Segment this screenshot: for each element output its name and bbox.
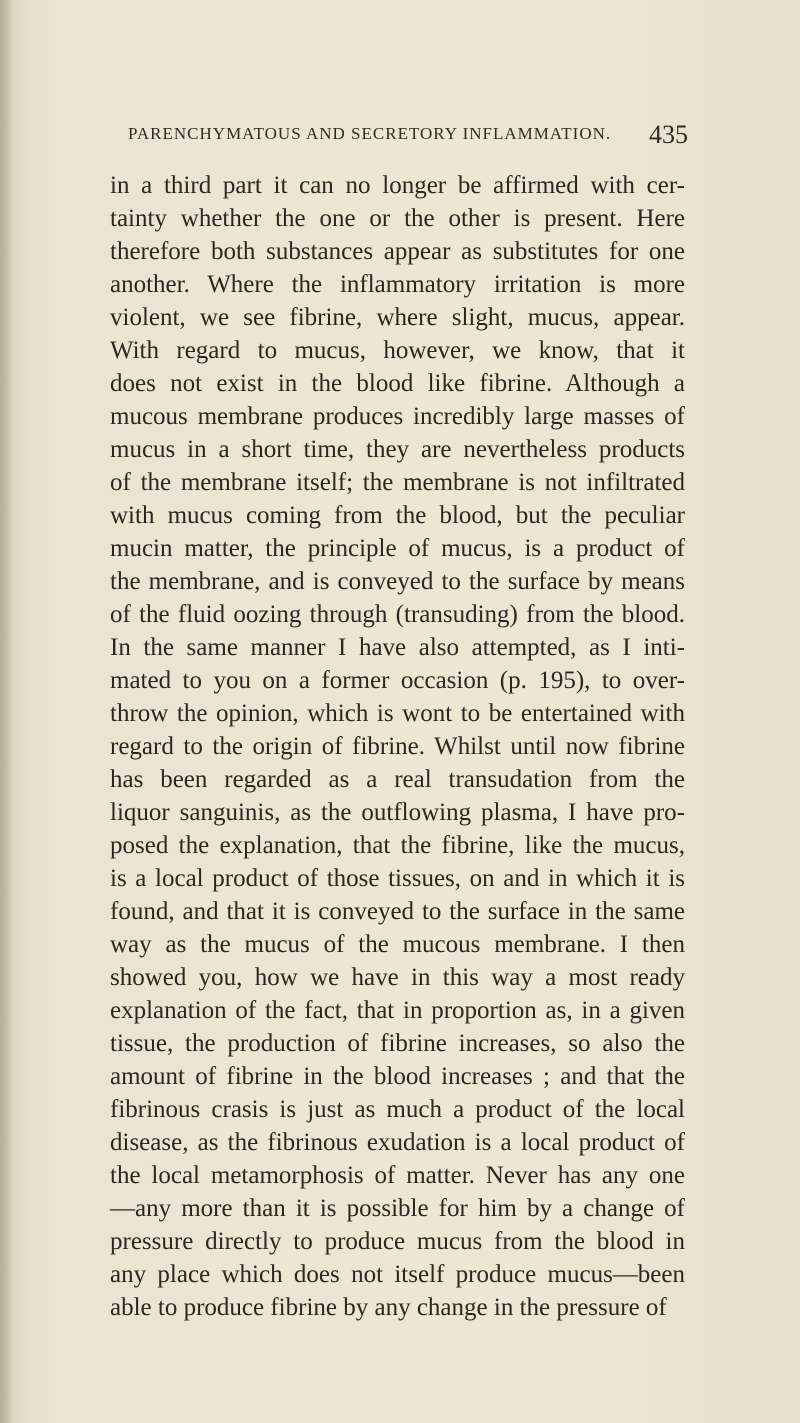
text-line: in a third part it can no longer be affirmed with cer- [110, 172, 685, 199]
text-line: able to produce fibrine by any change in the pressure of [110, 1294, 667, 1321]
text-line: disease, as the fibrinous exudation is a local product of [110, 1129, 685, 1156]
text-line: amount of fibrine in the blood increases ; and that the [110, 1063, 685, 1090]
text-line: of the fluid oozing through (transuding) from the blood. [110, 601, 685, 628]
text-line: showed you, how we have in this way a most ready [110, 964, 685, 991]
text-line: has been regarded as a real transudation from the [110, 766, 685, 793]
text-line: With regard to mucus, however, we know, that it [110, 337, 685, 364]
text-line: throw the opinion, which is wont to be entertained with [110, 700, 685, 727]
binding-shadow [0, 0, 14, 1423]
text-line: posed the explanation, that the fibrine, like the mucus, [110, 832, 685, 859]
text-line: does not exist in the blood like fibrine. Although a [110, 370, 685, 397]
text-line: In the same manner I have also attempted, as I inti- [110, 634, 685, 661]
text-line: explanation of the fact, that in proportion as, in a given [110, 997, 685, 1024]
text-line: the membrane, and is conveyed to the surface by means [110, 568, 685, 595]
text-line: mucin matter, the principle of mucus, is a product of [110, 535, 685, 562]
running-head [128, 120, 688, 160]
text-line: therefore both substances appear as substitutes for one [110, 238, 685, 265]
text-line: mucous membrane produces incredibly large masses of [110, 403, 685, 430]
body-text [110, 169, 685, 1324]
text-line: regard to the origin of fibrine. Whilst until now fibrine [110, 733, 685, 760]
page-number: 435 [649, 120, 688, 149]
text-line: is a local product of those tissues, on and in which it is [110, 865, 685, 892]
text-line: with mucus coming from the blood, but the peculiar [110, 502, 685, 529]
text-line: the local metamorphosis of matter. Never has any one [110, 1162, 685, 1189]
text-line: any place which does not itself produce mucus—been [110, 1261, 685, 1288]
text-line: way as the mucus of the mucous membrane. I then [110, 931, 685, 958]
text-line: pressure directly to produce mucus from the blood in [110, 1228, 685, 1255]
text-line: another. Where the inflammatory irritation is more [110, 271, 685, 298]
text-line: tainty whether the one or the other is present. Here [110, 205, 685, 232]
text-line: tissue, the production of fibrine increases, so also the [110, 1030, 685, 1057]
running-head-title: PARENCHYMATOUS AND SECRETORY INFLAMMATION. [128, 124, 612, 143]
text-line: liquor sanguinis, as the outflowing plasma, I have pro- [110, 799, 685, 826]
text-line: —any more than it is possible for him by a change of [110, 1195, 685, 1222]
text-line: mucus in a short time, they are nevertheless products [110, 436, 685, 463]
text-line: mated to you on a former occasion (p. 195), to over- [110, 667, 685, 694]
text-line: violent, we see fibrine, where slight, mucus, appear. [110, 304, 685, 331]
text-line: fibrinous crasis is just as much a product of the local [110, 1096, 685, 1123]
text-line: of the membrane itself; the membrane is not infiltrated [110, 469, 685, 496]
text-line: found, and that it is conveyed to the surface in the same [110, 898, 685, 925]
